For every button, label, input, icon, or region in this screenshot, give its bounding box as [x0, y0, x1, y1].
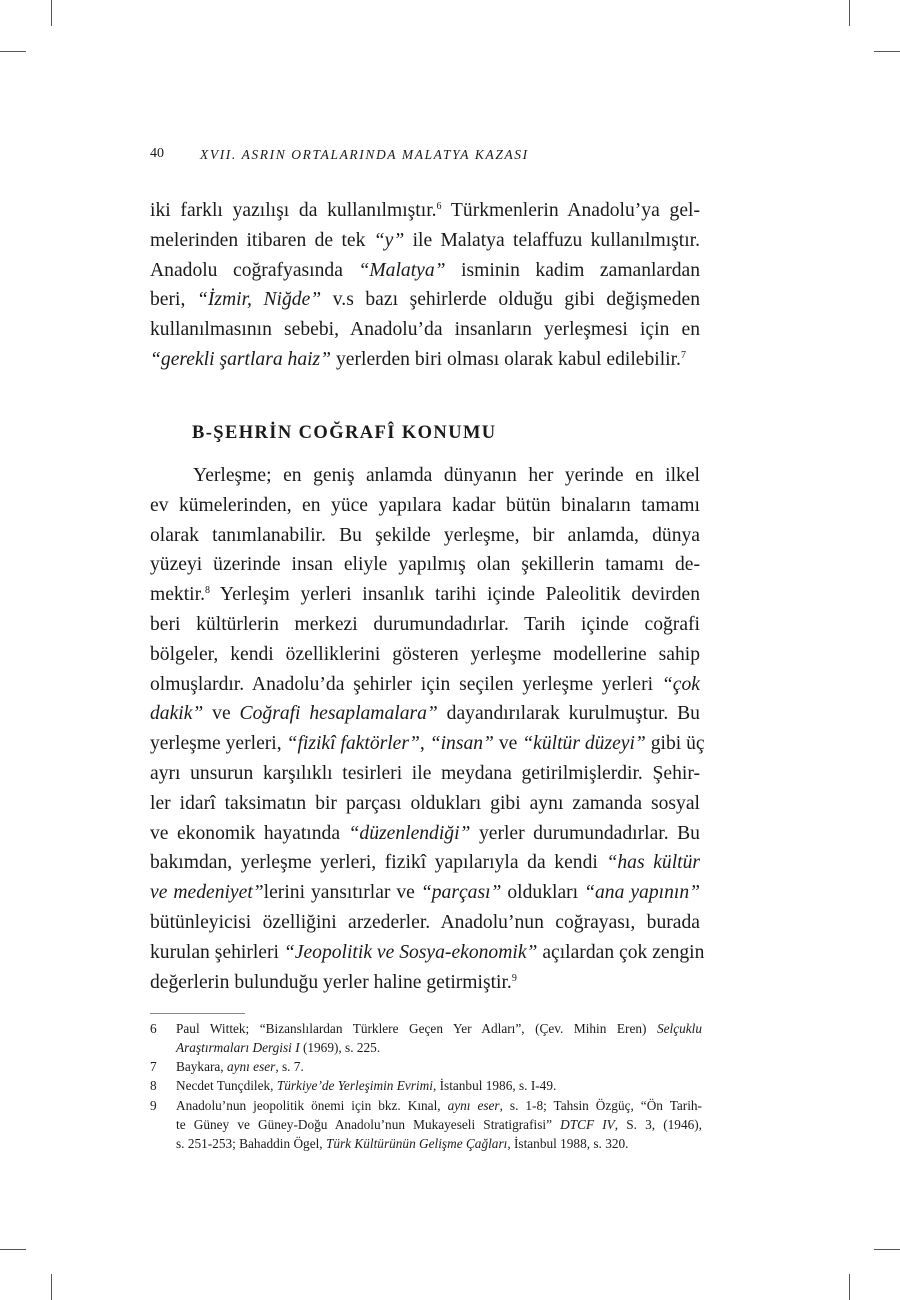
text-line: mektir.$^8$ Yerleşim yerleri insanlık tarihi içinde Paleolitik devirden	[150, 584, 700, 606]
footnote-line: Baykara, aynı eser, s. 7.	[176, 1059, 304, 1074]
footnote-ref: 8	[204, 585, 210, 597]
text-line: ev kümelerinden, en yüce yapılara kadar bütün binaların tamamı	[150, 494, 700, 516]
emphasis: “kültür düzeyi”	[522, 733, 646, 755]
footnote-number: 7	[150, 1059, 157, 1074]
emphasis: Türk Kültürünün Gelişme Çağları	[325, 1136, 508, 1151]
text-line: olarak tanımlanabilir. Bu şekilde yerleşme, bir anlamda, dünya	[150, 524, 700, 546]
section-heading: B-ŞEHRİN COĞRAFÎ KONUMU	[192, 423, 497, 443]
emphasis: aynı eser	[226, 1059, 276, 1074]
footnote-number: 9	[150, 1098, 157, 1113]
footnote-line: Anadolu’nun jeopolitik önemi için bkz. Kınal, aynı eser, s. 1-8; Tahsin Özgüç, “Ön Tarih-	[176, 1098, 702, 1113]
footnote-text	[176, 1076, 702, 1095]
footnote-ref: 7	[680, 349, 686, 361]
crop-mark	[0, 51, 26, 52]
footnote-line: Paul Wittek; “Bizanslılardan Türklere Geçen Yer Adları”, (Çev. Mihin Eren) Selçuklu	[176, 1021, 702, 1036]
emphasis: “y”	[373, 229, 405, 251]
crop-mark	[51, 1274, 52, 1300]
emphasis: aynı eser	[447, 1098, 500, 1113]
emphasis: “İzmir, Niğde”	[196, 289, 322, 311]
emphasis: “insan”	[429, 733, 494, 755]
text-line: dakik” ve Coğrafi hesaplamalara” dayandırılarak kurulmuştur. Bu	[150, 703, 700, 725]
text-line: bakımdan, yerleşme yerleri, fizikî yapılarıyla da kendi “has kültür	[150, 852, 700, 874]
page-number: 40	[150, 146, 164, 161]
text-line: iki farklı yazılışı da kullanılmıştır.$^6$ Türkmenlerin Anadolu’ya gel-	[150, 200, 700, 221]
text-line: Yerleşme; en geniş anlamda dünyanın her yerinde en ilkel	[193, 465, 700, 486]
crop-mark	[849, 0, 850, 26]
emphasis: DTCF IV	[560, 1117, 615, 1132]
running-title: XVII. ASRIN ORTALARINDA MALATYA KAZASI	[200, 147, 529, 162]
footnote-number: 8	[150, 1078, 157, 1093]
emphasis: dakik”	[150, 703, 204, 725]
text-line: beri, “İzmir, Niğde” v.s bazı şehirlerde olduğu gibi değişmeden	[150, 289, 701, 311]
text-line: değerlerin bulunduğu yerler haline getirmiştir.$^9$	[150, 971, 517, 993]
footnote-number: 6	[150, 1021, 157, 1036]
paragraph-settlement	[150, 461, 705, 997]
emphasis: “Jeopolitik ve Sosya-ekonomik”	[283, 941, 538, 963]
emphasis: “Malatya”	[358, 259, 446, 281]
footnote-line: s. 251-253; Bahaddin Ögel, Türk Kültürünün Gelişme Çağları, İstanbul 1988, s. 320.	[176, 1136, 629, 1151]
text-line: bölgeler, kendi özelliklerini gösteren yerleşme modellerine sahip	[150, 643, 700, 665]
emphasis: “has kültür	[606, 852, 700, 874]
emphasis: “parçası”	[420, 882, 502, 904]
crop-mark	[874, 1249, 900, 1250]
text-line: yüzeyi üzerinde insan eliyle yapılmış olan şekillerin tamamı de-	[150, 554, 700, 576]
footnote-text	[176, 1019, 702, 1057]
crop-mark	[849, 1274, 850, 1300]
emphasis: “düzenlendiği”	[348, 822, 471, 844]
emphasis: Türkiye’de Yerleşimin Evrimi	[276, 1078, 433, 1093]
text-line: yerleşme yerleri, “fizikî faktörler”, “insan” ve “kültür düzeyi” gibi üç	[150, 733, 705, 755]
text-line: beri kültürlerin merkezi durumundadırlar. Tarih içinde coğrafi	[150, 613, 700, 635]
text-line: ve ekonomik hayatında “düzenlendiği” yerler durumundadırlar. Bu	[150, 822, 700, 844]
footnote-line: te Güney ve Güney-Doğu Anadolu’nun Mukayeseli Stratigrafisi” DTCF IV, S. 3, (1946),	[176, 1117, 702, 1132]
text-line: Anadolu coğrafyasında “Malatya” isminin kadim zamanlardan	[150, 259, 701, 281]
emphasis: Araştırmaları Dergisi I	[176, 1040, 300, 1055]
emphasis: Selçuklu	[656, 1021, 702, 1036]
text-line: kurulan şehirleri “Jeopolitik ve Sosya-ekonomik” açılardan çok zengin	[150, 941, 705, 963]
crop-mark	[51, 0, 52, 26]
text-line: ayrı unsurun karşılıklı tesirleri ile meydana getirilmişlerdir. Şehir-	[150, 762, 700, 784]
footnote-line: Necdet Tunçdilek, Türkiye’de Yerleşimin Evrimi, İstanbul 1986, s. I-49.	[176, 1078, 557, 1093]
emphasis: “fizikî faktörler”	[286, 733, 420, 755]
text-line: “gerekli şartlara haiz” yerlerden biri olması olarak kabul edilebilir.$^7$	[150, 348, 686, 370]
crop-mark	[0, 1249, 26, 1250]
emphasis: “çok	[661, 673, 700, 695]
emphasis: “gerekli şartlara haiz”	[150, 348, 332, 370]
footnote-line: Araştırmaları Dergisi I (1969), s. 225.	[176, 1040, 381, 1055]
footnote-ref: 6	[436, 201, 442, 212]
text-line: kullanılmasının sebebi, Anadolu’da insanların yerleşmesi için en	[150, 319, 700, 341]
text-line: bütünleyicisi özelliğini arzederler. Anadolu’nun coğrayası, burada	[150, 911, 700, 933]
text-line: ve medeniyet”lerini yansıtırlar ve “parçası” oldukları “ana yapının”	[150, 882, 701, 904]
footnote-rule	[150, 1013, 245, 1014]
footnote-text	[176, 1057, 702, 1076]
emphasis: Coğrafi hesaplamalara”	[239, 703, 438, 725]
footnote-ref: 9	[511, 972, 517, 984]
text-line: ler idarî taksimatın bir parçası oldukları gibi aynı zamanda sosyal	[150, 792, 700, 814]
text-line: melerinden itibaren de tek “y” ile Malatya telaffuzu kullanılmıştır.	[150, 229, 700, 251]
footnote-text	[176, 1096, 702, 1153]
crop-mark	[874, 51, 900, 52]
emphasis: “ana yapının”	[584, 882, 701, 904]
paragraph-intro	[150, 196, 700, 375]
emphasis: ve medeniyet”	[150, 882, 264, 904]
text-line: olmuşlardır. Anadolu’da şehirler için seçilen yerleşme yerleri “çok	[150, 673, 700, 695]
